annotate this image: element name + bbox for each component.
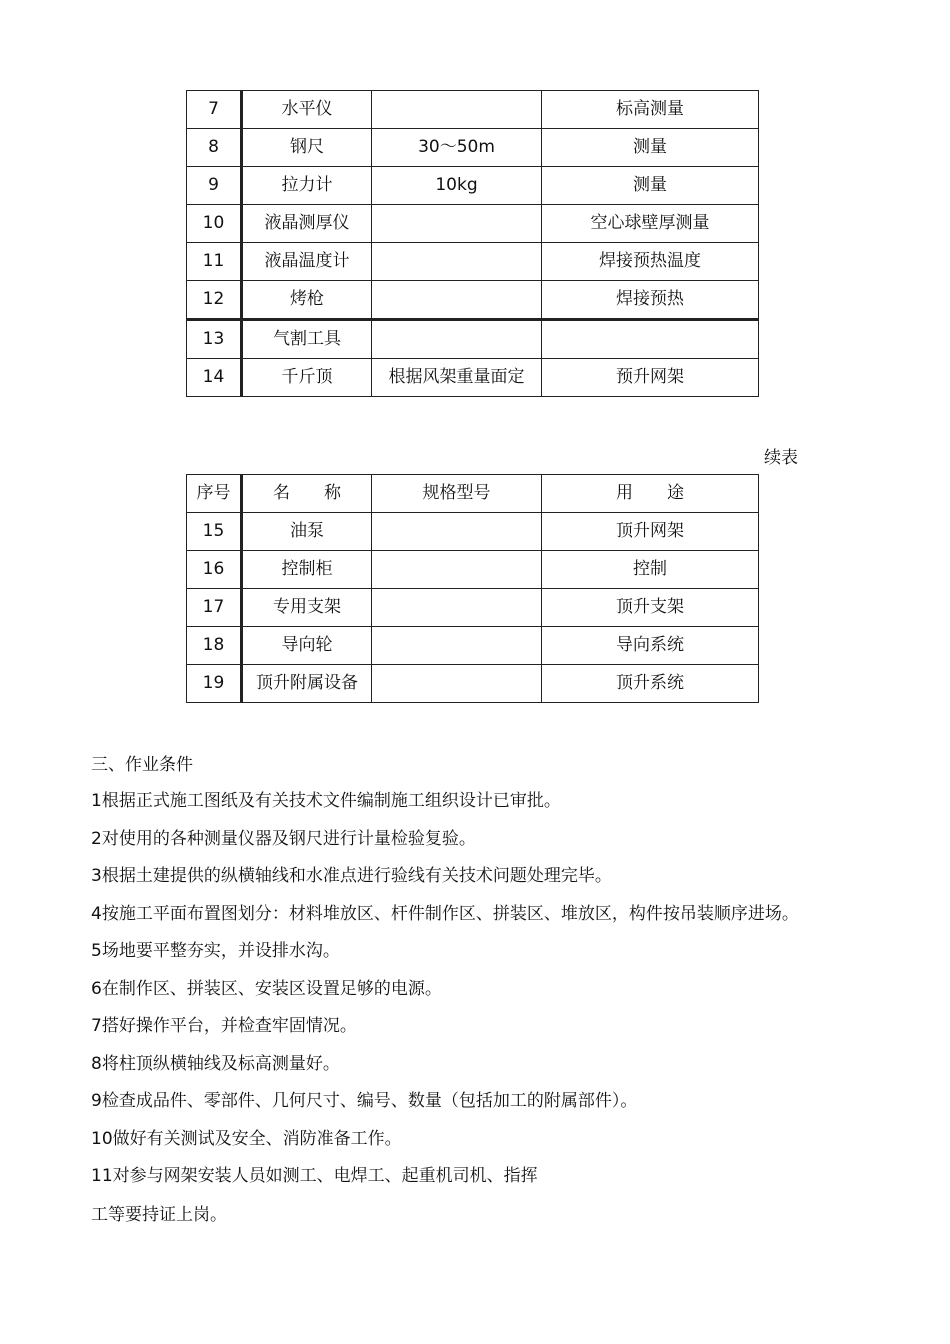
row-number: 7 bbox=[187, 91, 242, 129]
table-header-row bbox=[187, 475, 759, 513]
equipment-name: 拉力计 bbox=[242, 167, 372, 205]
equipment-use: 导向系统 bbox=[542, 627, 759, 665]
list-item: 11对参与网架安装人员如测工、电焊工、起重机司机、指挥 bbox=[91, 1166, 538, 1186]
equipment-name: 千斤顶 bbox=[242, 359, 372, 397]
equipment-table-part2 bbox=[186, 474, 759, 703]
equipment-use: 控制 bbox=[542, 551, 759, 589]
equipment-use: 测量 bbox=[542, 129, 759, 167]
table-row bbox=[187, 167, 759, 205]
equipment-spec bbox=[372, 627, 542, 665]
equipment-spec: 30～50m bbox=[372, 129, 542, 167]
equipment-name: 控制柜 bbox=[242, 551, 372, 589]
equipment-use: 顶升系统 bbox=[542, 665, 759, 703]
table-row bbox=[187, 205, 759, 243]
equipment-name: 烤枪 bbox=[242, 281, 372, 320]
equipment-spec: 10kg bbox=[372, 167, 542, 205]
header-spec: 规格型号 bbox=[372, 475, 542, 513]
list-item: 8将柱顶纵横轴线及标高测量好。 bbox=[91, 1053, 340, 1074]
table-row bbox=[187, 129, 759, 167]
table-row bbox=[187, 243, 759, 281]
list-item: 2对使用的各种测量仪器及钢尺进行计量检验复验。 bbox=[91, 828, 476, 849]
equipment-name: 油泵 bbox=[242, 513, 372, 551]
list-item: 6在制作区、拼装区、安装区设置足够的电源。 bbox=[91, 978, 442, 999]
row-number: 12 bbox=[187, 281, 242, 320]
equipment-spec: 根据风架重量面定 bbox=[372, 359, 542, 397]
equipment-spec bbox=[372, 205, 542, 243]
equipment-use: 预升网架 bbox=[542, 359, 759, 397]
list-item-continuation: 工等要持证上岗。 bbox=[91, 1205, 227, 1225]
equipment-use: 焊接预热 bbox=[542, 281, 759, 320]
equipment-use: 顶升支架 bbox=[542, 589, 759, 627]
row-number: 19 bbox=[187, 665, 242, 703]
row-number: 18 bbox=[187, 627, 242, 665]
list-item: 10做好有关测试及安全、消防准备工作。 bbox=[91, 1128, 402, 1149]
table-row bbox=[187, 513, 759, 551]
equipment-spec bbox=[372, 281, 542, 320]
table-row bbox=[187, 589, 759, 627]
header-use: 用 途 bbox=[542, 475, 759, 513]
equipment-name: 导向轮 bbox=[242, 627, 372, 665]
equipment-name: 液晶温度计 bbox=[242, 243, 372, 281]
table-row bbox=[187, 359, 759, 397]
equipment-name: 钢尺 bbox=[242, 129, 372, 167]
list-item: 9检查成品件、零部件、几何尺寸、编号、数量（包括加工的附属部件）。 bbox=[91, 1091, 638, 1111]
equipment-spec bbox=[372, 665, 542, 703]
list-item: 4按施工平面布置图划分：材料堆放区、杆件制作区、拼装区、堆放区，构件按吊装顺序进场。 bbox=[91, 903, 799, 924]
work-conditions-list bbox=[91, 789, 799, 1202]
table-row bbox=[187, 627, 759, 665]
equipment-spec bbox=[372, 91, 542, 129]
list-item: 3根据土建提供的纵横轴线和水准点进行验线有关技术问题处理完毕。 bbox=[91, 866, 612, 886]
list-item: 1根据正式施工图纸及有关技术文件编制施工组织设计已审批。 bbox=[91, 791, 561, 811]
row-number: 8 bbox=[187, 129, 242, 167]
continued-table-label: 续表 bbox=[764, 448, 798, 468]
table-row bbox=[187, 91, 759, 129]
equipment-name: 顶升附属设备 bbox=[242, 665, 372, 703]
table-row bbox=[187, 665, 759, 703]
equipment-name: 气割工具 bbox=[242, 320, 372, 359]
table-row bbox=[187, 281, 759, 320]
equipment-name: 专用支架 bbox=[242, 589, 372, 627]
row-number: 10 bbox=[187, 205, 242, 243]
equipment-name: 水平仪 bbox=[242, 91, 372, 129]
table-row bbox=[187, 551, 759, 589]
equipment-spec bbox=[372, 589, 542, 627]
row-number: 17 bbox=[187, 589, 242, 627]
list-item: 5场地要平整夯实，并设排水沟。 bbox=[91, 941, 340, 961]
section-heading: 三、作业条件 bbox=[91, 755, 193, 775]
row-number: 16 bbox=[187, 551, 242, 589]
row-number: 15 bbox=[187, 513, 242, 551]
header-number: 序号 bbox=[187, 475, 242, 513]
equipment-spec bbox=[372, 513, 542, 551]
equipment-name: 液晶测厚仪 bbox=[242, 205, 372, 243]
row-number: 13 bbox=[187, 320, 242, 359]
equipment-use: 测量 bbox=[542, 167, 759, 205]
table-row bbox=[187, 320, 759, 359]
row-number: 14 bbox=[187, 359, 242, 397]
equipment-use: 标高测量 bbox=[542, 91, 759, 129]
equipment-table-part1 bbox=[186, 90, 759, 397]
list-item: 7搭好操作平台，并检查牢固情况。 bbox=[91, 1016, 357, 1036]
equipment-use: 空心球壁厚测量 bbox=[542, 205, 759, 243]
equipment-spec bbox=[372, 320, 542, 359]
equipment-use bbox=[542, 320, 759, 359]
equipment-use: 焊接预热温度 bbox=[542, 243, 759, 281]
equipment-use: 顶升网架 bbox=[542, 513, 759, 551]
header-name: 名 称 bbox=[242, 475, 372, 513]
equipment-spec bbox=[372, 551, 542, 589]
row-number: 11 bbox=[187, 243, 242, 281]
equipment-spec bbox=[372, 243, 542, 281]
row-number: 9 bbox=[187, 167, 242, 205]
